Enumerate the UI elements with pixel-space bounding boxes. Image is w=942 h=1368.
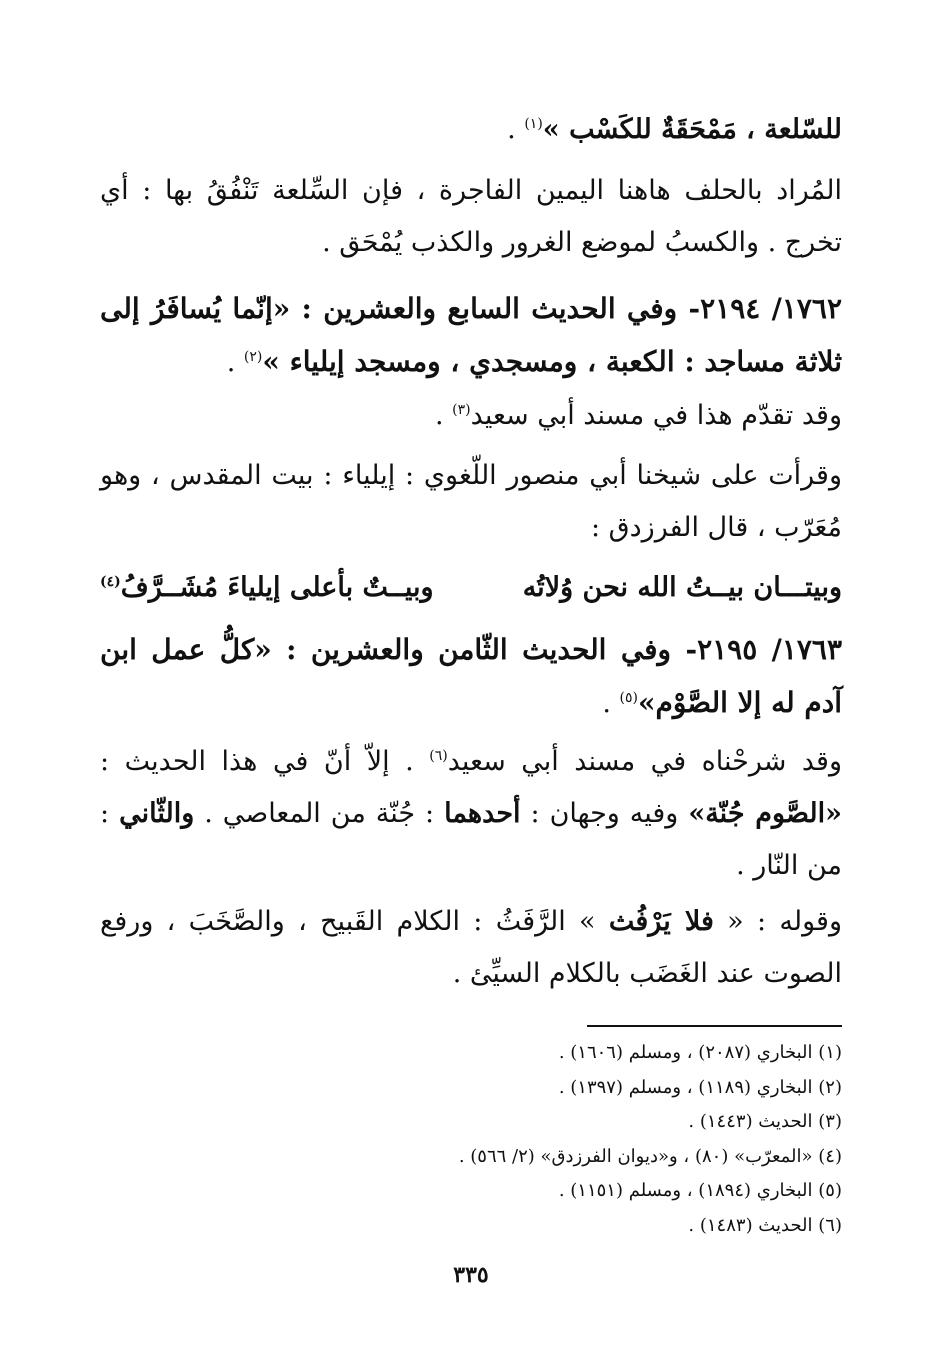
paragraph-text: . إلاّ أنّ في هذا الحديث : bbox=[100, 746, 430, 777]
hadith-heading-1762 bbox=[100, 283, 842, 389]
paragraph-end: . bbox=[602, 688, 620, 719]
hadith-heading-1763 bbox=[100, 624, 842, 730]
footnote-4: (٤) «المعرّب» (٨٠) ، و«ديوان الفرزدق» (٢/ ٥٦٦) . bbox=[458, 1145, 842, 1167]
footnote-6: (٦) الحديث (١٤٨٣) . bbox=[688, 1214, 842, 1236]
paragraph-end: . bbox=[226, 347, 244, 378]
paragraph-end: . bbox=[435, 400, 453, 431]
first-meaning-label: أحدهما bbox=[444, 798, 521, 829]
lexical-note-paragraph: وقرأت على شيخنا أبي منصور اللّغوي : إيلياء : بيت المقدس ، وهو مُعَرّب ، قال الفرزدق : bbox=[100, 460, 842, 543]
verse-second-hemistich bbox=[100, 562, 434, 614]
footnote-ref: (٢) bbox=[243, 349, 263, 365]
paragraph-text: وقد شرحْناه في مسند أبي سعيد bbox=[447, 746, 842, 777]
paragraph-text: وقد تقدّم هذا في مسند أبي سعيد bbox=[470, 400, 842, 431]
footnote-ref: (٤) bbox=[100, 574, 121, 590]
hadith-heading-text: ١٧٦٣/ ٢١٩٥- وفي الحديث الثّامن والعشرين : «كلُّ عمل ابن آدم له إلا الصَّوْم» bbox=[100, 633, 842, 719]
footnote-1: (١) البخاري (٢٠٨٧) ، ومسلم (١٦٠٦) . bbox=[558, 1042, 842, 1063]
footnote-ref: (٦) bbox=[429, 748, 448, 764]
quoted-phrase: «الصَّوم جُنّة» bbox=[688, 798, 842, 829]
paragraph-text: » الرَّفَثُ : الكلام القَبيح ، والصَّخَبَ ، ورفع الصوت عند الغَضَب بالكلام السيِّئ . bbox=[100, 906, 842, 989]
paragraph-text: : جُنّة من المعاصي . bbox=[194, 798, 445, 829]
cross-reference-paragraph bbox=[100, 390, 842, 442]
hadith-text-bold: للسّلعة ، مَمْحَقَةٌ للكَسْب » bbox=[542, 114, 842, 145]
footnote-3: (٣) الحديث (١٤٤٣) . bbox=[688, 1111, 842, 1132]
second-meaning-label: والثّاني bbox=[119, 798, 195, 829]
paragraph-text: وقوله : « bbox=[713, 906, 843, 937]
commentary-paragraph bbox=[100, 736, 842, 892]
verse-first-hemistich: وبيتـــان بيــتُ الله نحن وُلاتُه bbox=[522, 572, 842, 603]
explanation-paragraph: المُراد بالحلف هاهنا اليمين الفاجرة ، فإن السِّلعة تَنْفُقُ بها : أي تخرج . والكسبُ لموضع الغرور والكذب يُمْحَق . bbox=[100, 175, 842, 258]
footnotes bbox=[100, 1036, 842, 1243]
hadith-heading-text: ١٧٦٢/ ٢١٩٤- وفي الحديث السابع والعشرين : «إنّما يُسافَرُ إلى ثلاثة مساجد : الكعبة ، ومسجدي ، ومسجد إيلياء » bbox=[100, 292, 842, 378]
poetry-verse bbox=[100, 562, 842, 614]
hadith-text-continuation bbox=[100, 104, 842, 156]
footnote-ref: (١) bbox=[524, 116, 543, 132]
quoted-phrase: فلا يَرْفُث bbox=[608, 906, 714, 937]
definition-paragraph bbox=[100, 896, 842, 1000]
paragraph-end: . bbox=[507, 114, 525, 145]
footnote-ref: (٣) bbox=[452, 402, 471, 418]
footnote-ref: (٥) bbox=[619, 690, 638, 706]
page-number: ٣٣٥ bbox=[453, 1262, 489, 1288]
footnote-5: (٥) البخاري (١٨٩٤) ، ومسلم (١١٥١) . bbox=[558, 1180, 842, 1201]
verse-second-text: وبيــتٌ بأعلى إيلياءَ مُشَــرَّفُ bbox=[120, 572, 434, 603]
footnote-divider bbox=[587, 1025, 842, 1027]
paragraph-text: وفيه وجهان : bbox=[520, 798, 689, 829]
paragraph-text: : من النّار . bbox=[100, 798, 842, 881]
footnote-2: (٢) البخاري (١١٨٩) ، ومسلم (١٣٩٧) . bbox=[558, 1076, 842, 1098]
